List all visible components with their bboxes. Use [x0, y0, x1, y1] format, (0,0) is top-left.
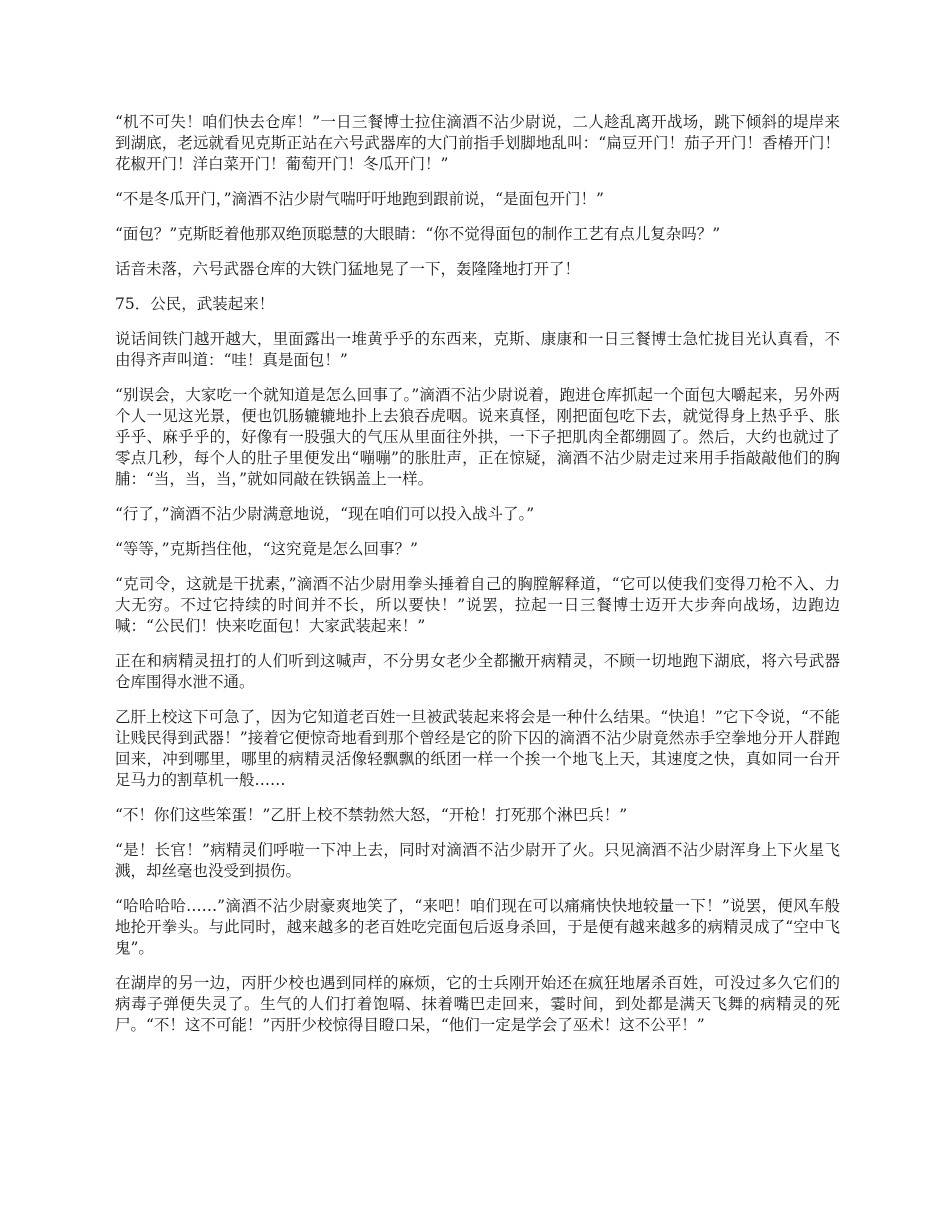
paragraph: “等等，”克斯挡住他，“这究竟是怎么回事？” — [115, 540, 418, 558]
paragraph: 话音未落，六号武器仓库的大铁门猛地晃了一下，轰隆隆地打开了！ — [115, 260, 581, 278]
paragraph: “不！你们这些笨蛋！”乙肝上校不禁勃然大怒，“开枪！打死那个淋巴兵！” — [115, 806, 628, 824]
paragraph: “不是冬瓜开门，”滴酒不沾少尉气喘吁吁地跑到跟前说，“是面包开门！” — [115, 190, 604, 208]
paragraph: “克司令，这就是干扰素，”滴酒不沾少尉用拳头捶着自己的胸膛解释道，“它可以使我们变得刀枪不入、力大无穷。不过它持续的时间并不长，所以要快！”说罢，拉起一日三餐博士迈开大步奔向战场，边跑边喊：“公民们！快来吃面包！大家武装起来！” — [115, 575, 840, 635]
paragraph: “行了，”滴酒不沾少尉满意地说，“现在咱们可以投入战斗了。” — [115, 505, 535, 523]
paragraph: “别误会，大家吃一个就知道是怎么回事了。”滴酒不沾少尉说着，跑进仓库抓起一个面包大嚼起来，另外两个人一见这光景，便也饥肠辘辘地扑上去狼吞虎咽。说来真怪，刚把面包吃下去，就觉得身上热乎乎、胀乎乎、麻乎乎的，好像有一股强大的气压从里面往外拱，一下子把肌肉全都绷圆了。然后，大约也就过了零点几秒，每个人的肚子里便发出“嘣嘣”的胀肚声，正在惊疑，滴酒不沾少尉走过来用手指敲敲他们的胸脯：“当，当，当，”就如同敲在铁锅盖上一样。 — [115, 386, 840, 488]
paragraph: 说话间铁门越开越大，里面露出一堆黄乎乎的东西来，克斯、康康和一日三餐博士急忙拢目光认真看，不由得齐声叫道：“哇！真是面包！” — [115, 330, 840, 369]
paragraph: “面包？”克斯眨着他那双绝顶聪慧的大眼睛：“你不觉得面包的制作工艺有点儿复杂吗？” — [115, 225, 721, 243]
paragraph: 乙肝上校这下可急了，因为它知道老百姓一旦被武装起来将会是一种什么结果。“快追！”它下令说，“不能让贱民得到武器！”接着它便惊奇地看到那个曾经是它的阶下囚的滴酒不沾少尉竟然赤手空拳地分开人群跑回来，冲到哪里，哪里的病精灵活像轻飘飘的纸团一样一个挨一个地飞上天，其速度之快，真如同一台开足马力的割草机一般…… — [115, 708, 840, 789]
paragraph: 正在和病精灵扭打的人们听到这喊声，不分男女老少全都撇开病精灵，不顾一切地跑下湖底，将六号武器仓库围得水泄不通。 — [115, 652, 840, 691]
paragraph: “机不可失！咱们快去仓库！”一日三餐博士拉住滴酒不沾少尉说，二人趁乱离开战场，跳下倾斜的堤岸来到湖底，老远就看见克斯正站在六号武器库的大门前指手划脚地乱叫：“扁豆开门！茄子开门！香椿开门！花椒开门！洋白菜开门！葡萄开门！冬瓜开门！” — [115, 113, 840, 173]
paragraph: “是！长官！”病精灵们呼啦一下冲上去，同时对滴酒不沾少尉开了火。只见滴酒不沾少尉浑身上下火星飞溅，却丝毫也没受到损伤。 — [115, 841, 840, 880]
document-body — [115, 112, 840, 1050]
section-heading: 75．公民，武装起来！ — [115, 295, 275, 313]
paragraph: 在湖岸的另一边，丙肝少校也遇到同样的麻烦，它的士兵刚开始还在疯狂地屠杀百姓，可没过多久它们的病毒子弹便失灵了。生气的人们打着饱嗝、抹着嘴巴走回来，霎时间，到处都是满天飞舞的病精灵的死尸。“不！这不可能！”丙肝少校惊得目瞪口呆，“他们一定是学会了巫术！这不公平！” — [115, 974, 840, 1034]
paragraph: “哈哈哈哈……”滴酒不沾少尉豪爽地笑了，“来吧！咱们现在可以痛痛快快地较量一下！”说罢，便风车般地抡开拳头。与此同时，越来越多的老百姓吃完面包后返身杀回，于是便有越来越多的病精灵成了“空中飞鬼”。 — [115, 897, 840, 957]
